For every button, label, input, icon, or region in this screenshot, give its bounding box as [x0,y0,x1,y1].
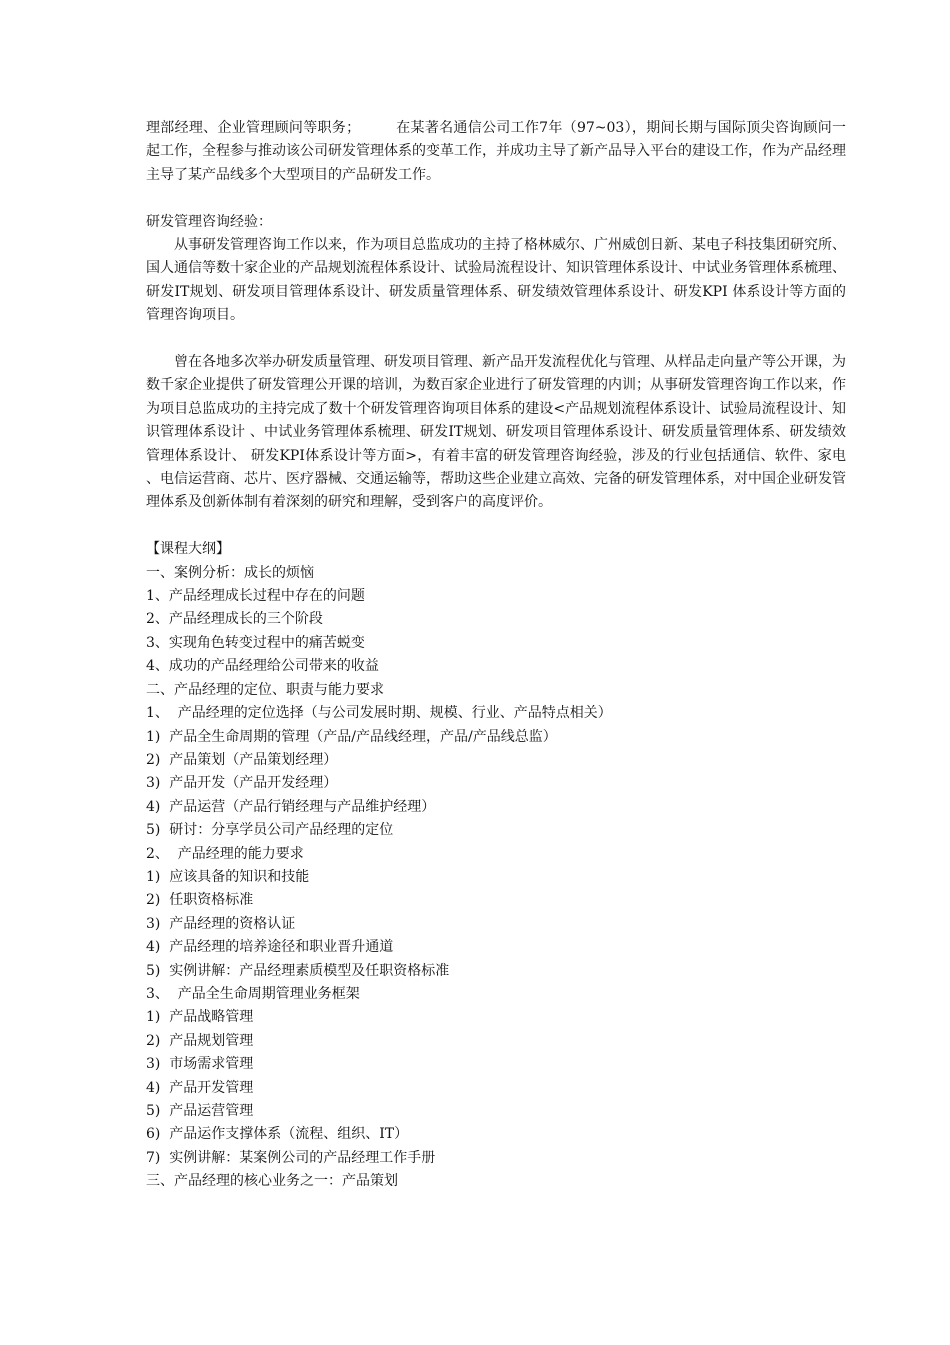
outline-item: 2) 任职资格标准 [146,892,254,909]
outline-item: 2) 产品规划管理 [146,1032,254,1049]
consulting-heading: 研发管理咨询经验： [146,213,272,230]
outline-item: 3、实现角色转变过程中的痛苦蜕变 [146,634,365,651]
outline-item: 2、产品经理成长的三个阶段 [146,611,323,628]
outline-item: 1) 应该具备的知识和技能 [146,868,310,885]
outline-item: 1) 产品战略管理 [146,1009,254,1026]
outline-item: 3、 产品全生命周期管理业务框架 [146,985,360,1002]
outline-item: 5) 产品运营管理 [146,1103,254,1120]
outline-item: 5) 实例讲解：产品经理素质模型及任职资格标准 [146,962,450,979]
outline-item: 6) 产品运作支撑体系（流程、组织、IT） [146,1126,409,1143]
outline-item: 1、产品经理成长过程中存在的问题 [146,588,365,605]
consulting-paragraph-1: 从事研发管理咨询工作以来，作为项目总监成功的主持了格林威尔、广州威创日新、某电子科技集团研究所、国人通信等数十家企业的产品规划流程体系设计、试验局流程设计、知识管理体系设计、中试业务管理体系梳理、研发IT规划、研发项目管理体系设计、研发质量管理体系、研发绩效管理体系设计、研发KPI 体系设计等方面的管理咨询项目。 [146,237,846,324]
intro-paragraph: 理部经理、企业管理顾问等职务； 在某著名通信公司工作7年（97~03），期间长期与国际顶尖咨询顾问一起工作，全程参与推动该公司研发管理体系的变革工作，并成功主导了新产品导入平台的建设工作，作为产品经理主导了某产品线多个大型项目的产品研发工作。 [146,120,846,183]
outline-item: 4) 产品运营（产品行销经理与产品维护经理） [146,798,436,815]
outline-item: 2、 产品经理的能力要求 [146,845,304,862]
outline-item: 5) 研讨：分享学员公司产品经理的定位 [146,822,394,839]
document-page [146,117,846,1194]
outline-list [146,562,846,1194]
outline-item: 4、成功的产品经理给公司带来的收益 [146,658,379,675]
outline-item: 4) 产品开发管理 [146,1079,254,1096]
outline-item: 三、产品经理的核心业务之一：产品策划 [146,1173,398,1190]
outline-item: 一、案例分析：成长的烦恼 [146,564,314,581]
outline-item: 3) 产品开发（产品开发经理） [146,775,338,792]
outline-item: 3) 市场需求管理 [146,1056,254,1073]
outline-item: 4) 产品经理的培养途径和职业晋升通道 [146,939,394,956]
spacer [146,328,846,351]
outline-item: 7) 实例讲解：某案例公司的产品经理工作手册 [146,1149,436,1166]
outline-item: 1、 产品经理的定位选择（与公司发展时期、规模、行业、产品特点相关） [146,705,612,722]
spacer [146,187,846,210]
outline-heading: 【课程大纲】 [146,541,230,558]
outline-item: 2) 产品策划（产品策划经理） [146,751,338,768]
outline-item: 二、产品经理的定位、职责与能力要求 [146,681,384,698]
outline-item: 3) 产品经理的资格认证 [146,915,296,932]
outline-item: 1) 产品全生命周期的管理（产品/产品线经理，产品/产品线总监） [146,728,557,745]
spacer [146,515,846,538]
consulting-paragraph-2: 曾在各地多次举办研发质量管理、研发项目管理、新产品开发流程优化与管理、从样品走向量产等公开课，为数千家企业提供了研发管理公开课的培训，为数百家企业进行了研发管理的内训；从事研发管理咨询工作以来，作为项目总监成功的主持完成了数十个研发管理咨询项目体系的建设<产品规划流程体系设计、试验局流程设计、知识管理体系设计 、中试业务管理体系梳理、研发IT规划、研发项目管理体系设计、研发质量管理体系、研发绩效管理体系设计、 研发KPI体系设计等方面>，有着丰富的研发管理咨询经验，涉及的行业包括通信、软件、家电 、电信运营商、芯片、医疗器械、交通运输等，帮助这些企业建立高效、完备的研发管理体系，对中国企业研发管理体系及创新体制有着深刻的研究和理解，受到客户的高度评价。 [146,354,846,511]
